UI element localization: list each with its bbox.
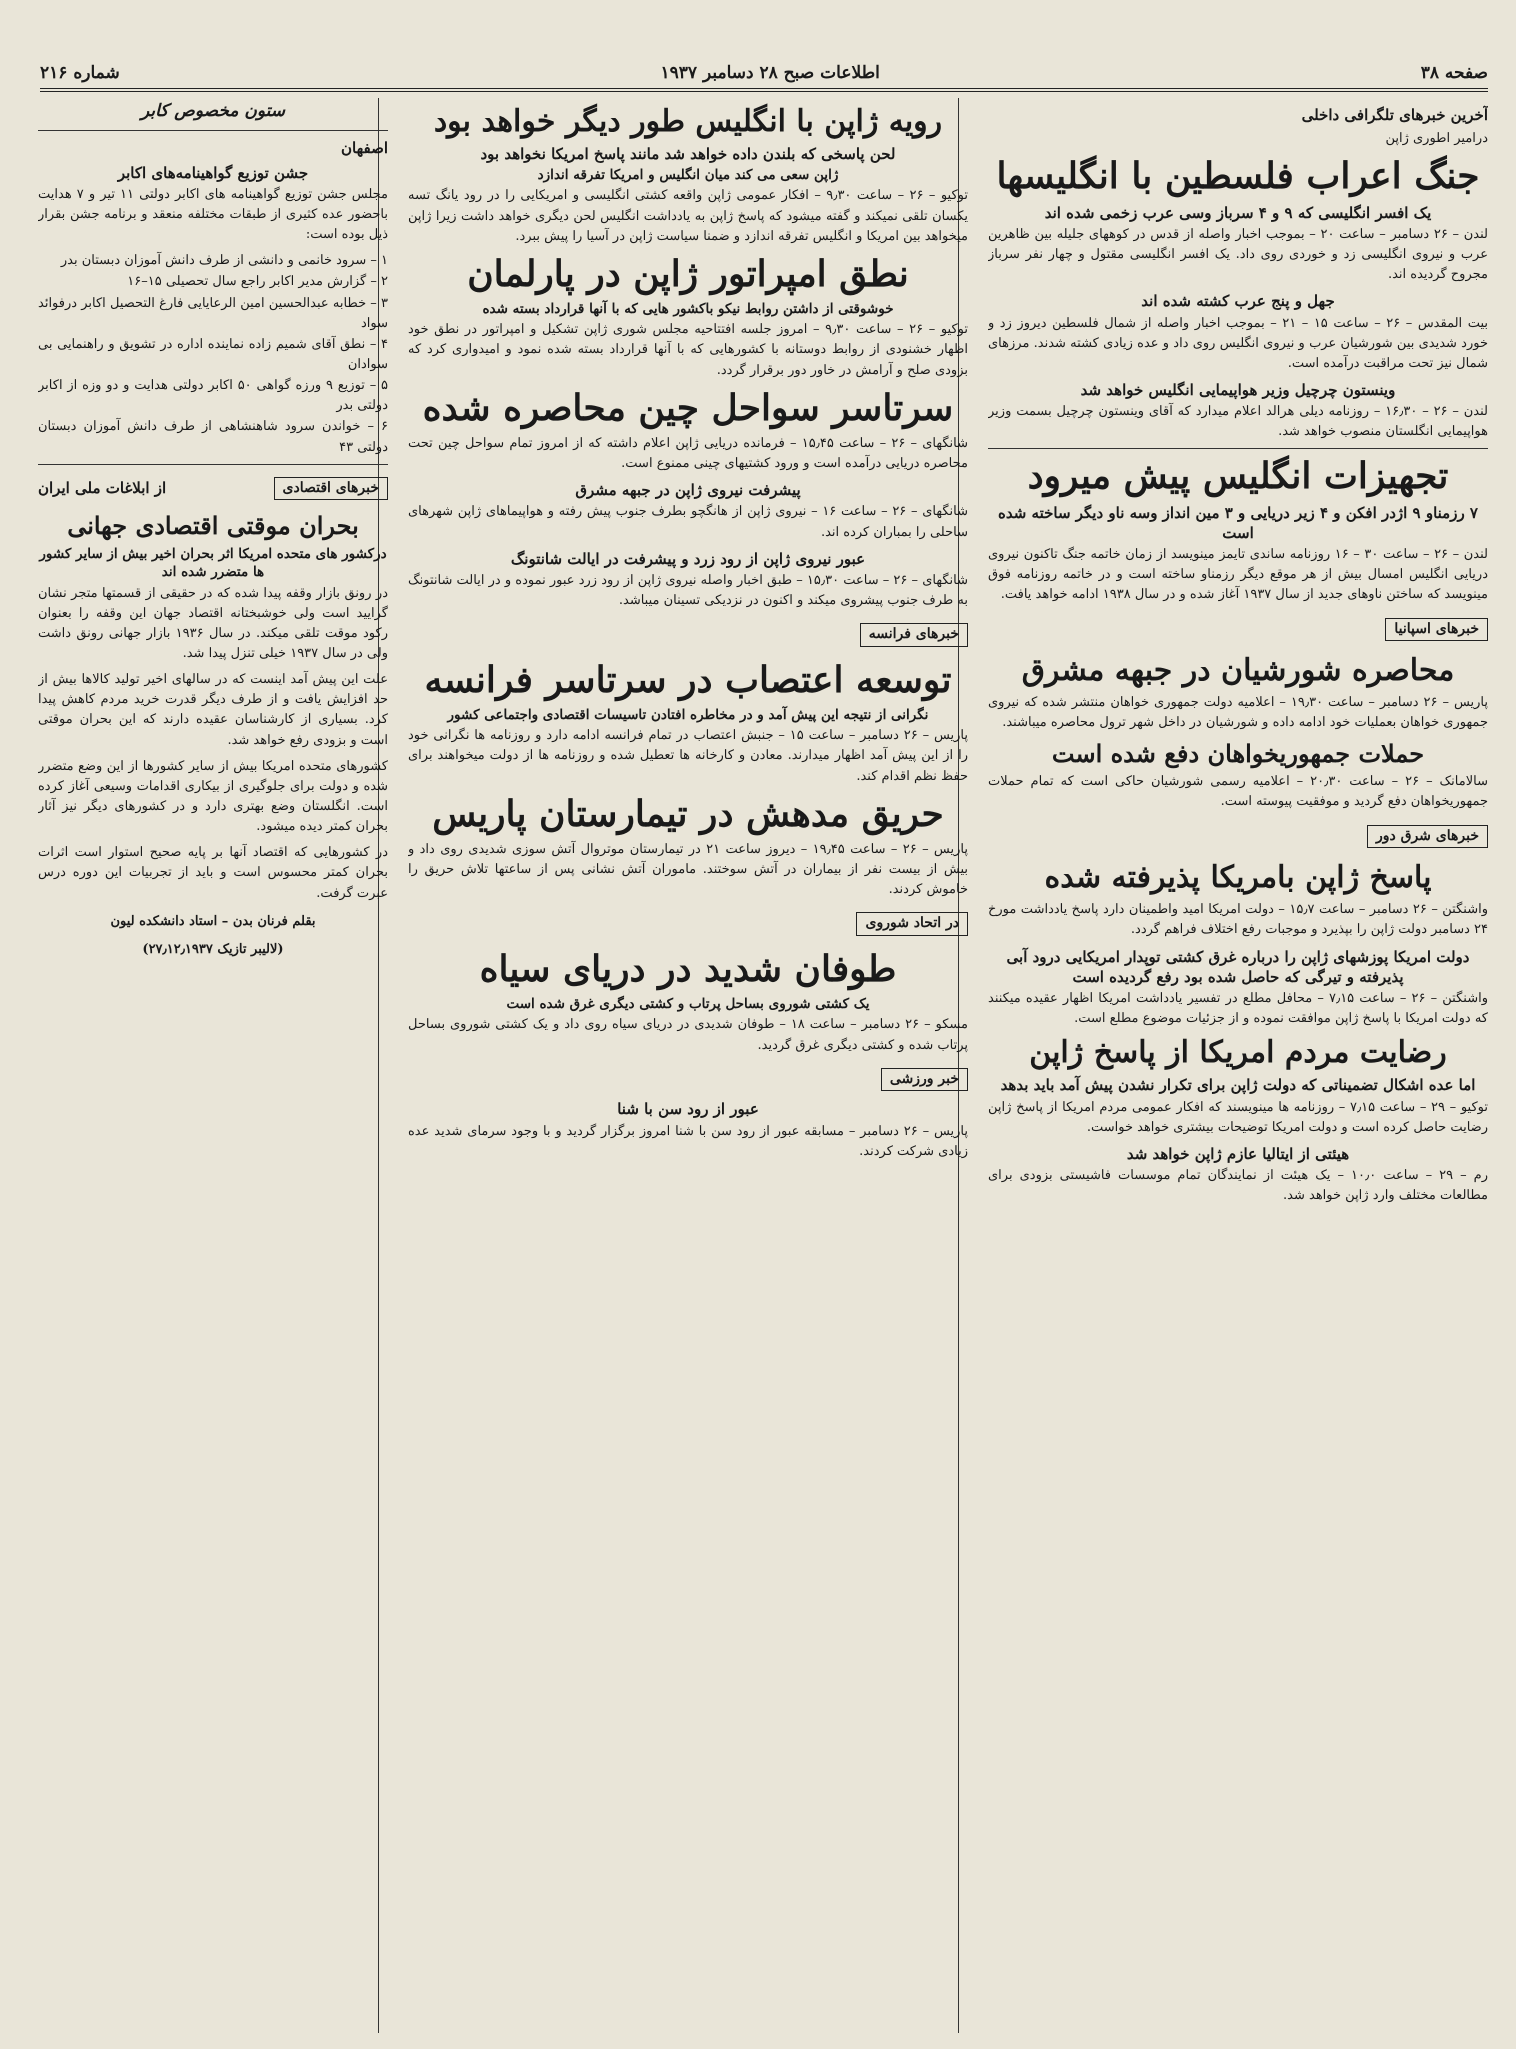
list-item: ۱ – سرود خانمی و دانشی از طرف دانش آموزان دبستان بدر: [60, 253, 388, 269]
headline-japan-england: رویه ژاپن با انگلیس طور دیگر خواهد بود: [433, 104, 943, 139]
subheadline: یک کشتی شوروی بساحل پرتاب و کشتی دیگری غرق شده است: [506, 996, 870, 1013]
section-label-spain: خبرهای اسپانیا: [1385, 618, 1488, 642]
article-text: توکیو – ۲۶ – ساعت ۹٫۳۰ – امروز جلسه افتتاحیه مجلس شوری ژاپن تشکیل و امپراتور در نطق خود اظهار خشنودی از روابط دوستانه با کشورهایی که با آنها قرارداد بسته شده نمود و امیدواری کرد که بزودی صلح و آرامش در خاور دور برقرار گردد.: [408, 322, 968, 378]
headline-republicans: حملات جمهوریخواهان دفع شده است: [1051, 738, 1425, 768]
article-text: واشنگتن – ۲۶ دسامبر – ساعت ۱۵٫۷ – دولت امریکا امید واطمینان دارد پاسخ یادداشت مورخ ۲۴ دسامبر دولت ژاپن را بپذیرد و موجبات رفع اختلاف فراهم گردد.: [988, 902, 1488, 938]
issue-date: اطلاعات صبح ۲۸ دسامبر ۱۹۳۷: [660, 63, 880, 83]
subheadline: عبور از رود سن با شنا: [617, 1100, 759, 1119]
list-item: ۳ – خطابه عبدالحسین امین الرعایایی فارغ التحصیل اکابر درفوائد سواد: [38, 295, 388, 331]
divider: [988, 448, 1488, 449]
article-text: پاریس – ۲۶ دسامبر – ساعت ۱۵ – جنبش اعتصاب در تمام فرانسه ادامه دارد و روزنامه ها نگرانی خود را از این پیش آمد اظهار میدارند. معادن و کارخانه ها تعطیل شده و روزنامه ها از دولت میخواهند برای حفظ نظم اقدام کند.: [408, 728, 968, 784]
article-text: لندن – ۲۶ – ساعت ۳۰ – ۱۶ روزنامه ساندی تایمز مینویسد از زمان خاتمه جنگ تاکنون نیروی دریایی انگلیس امسال بیش از هر موقع دیگر رزمناو ساخته است و در خاتمه روزنامه فوق مینویسد که ساختن ناوهای جدید از سال ۱۹۳۷ آغاز شده و در سال ۱۹۳۸ ادامه خواهد یافت.: [988, 547, 1488, 603]
article-text: شانگهای – ۲۶ – ساعت ۱۵٫۳۰ – طبق اخبار واصله نیروی ژاپن از رود زرد عبور نموده و در ایالت شانتونگ به طرف جنوب پیشروی میکند و اکنون در نزدیکی تسینان میباشد.: [408, 572, 968, 609]
section-label-ussr: در اتحاد شوروی: [856, 912, 968, 936]
headline-paris-fire: حریق مدهش در تیمارستان پاریس: [432, 792, 944, 835]
source-line: (لالیبر تازیک ۲۷٫۱۲٫۱۹۳۷): [142, 941, 284, 957]
article-text: سالامانک – ۲۶ – ساعت ۲۰٫۳۰ – اعلامیه رسمی شورشیان حاکی است که تمام حملات جمهوریخواهان دفع گردید و موفقیت پیوسته است.: [988, 774, 1488, 810]
subheadline: نگرانی از نتیجه این پیش آمد و در مخاطره افتادن تاسیسات اقتصادی واجتماعی کشور: [447, 707, 929, 724]
headline-black-sea-storm: طوفان شدید در دریای سیاه: [479, 948, 897, 991]
article-text: لندن – ۲۶ دسامبر – ساعت ۲۰ – بموجب اخبار واصله از قدس در کوههای جلیله بین ظاهرین عرب و نیروی انگلیسی زد و خوردی روی داد. یک افسر انگلیسی مقتول و چهار نفر سرباز مجروح گردیده اند.: [988, 226, 1488, 283]
article-text: شانگهای – ۲۶ – ساعت ۱۵٫۴۵ – فرمانده دریایی ژاپن اعلام داشته که از امروز تمام سواحل چین تحت محاصره دریایی درآمده است و ورود کشتیهای چینی ممنوع است.: [408, 435, 968, 472]
subheadline: درکشور های متحده امریکا اثر بحران اخیر بیش از سایر کشور ها متضرر شده اند: [39, 546, 387, 581]
top-note: آخرین خبرهای تلگرافی داخلی: [1301, 106, 1488, 124]
section-label-sport: خبر ورزشی: [881, 1068, 968, 1092]
subheadline: هیئتی از ایتالیا عازم ژاپن خواهد شد: [1126, 1144, 1350, 1163]
subheadline: عبور نیروی ژاپن از رود زرد و پیشرفت در ایالت شانتونگ: [510, 549, 866, 568]
list-item: ۶ – خواندن سرود شاهنشاهی از طرف دانش آموزان دبستان دولتی ۴۳: [38, 419, 388, 455]
subheadline: پیشرفت نیروی ژاپن در جبهه مشرق: [575, 481, 801, 500]
city-name: اصفهان: [341, 139, 388, 158]
right-column: [988, 98, 1488, 2033]
article-text: توکیو – ۲۶ – ساعت ۹٫۳۰ – افکار عمومی ژاپن واقعه کشتی انگلیسی و امریکایی را در رود یانگ تسه یکسان تلقی نمیکند و گفته میشود که پاسخ ژاپن به یادداشت انگلیس لحن دیگری خواهد داشت زیرا ژاپن میخواهد بین امریکا و انگلیس تفرقه اندازد و ضمنا سیاست ژاپن در آسیا را پیش ببرد.: [408, 188, 968, 244]
headline-england-armament: تجهیزات انگلیس پیش میرود: [1027, 455, 1449, 498]
issue-number: شماره ۲۱۶: [40, 63, 120, 83]
article-text: رم – ۲۹ – ساعت ۱۰٫۰ – یک هیئت از نمایندگان تمام موسسات فاشیستی بزودی برای مطالعات مختلف وارد ژاپن خواهد شد.: [988, 1168, 1488, 1204]
left-column: [38, 98, 388, 2033]
author-byline: بقلم فرنان بدن – استاد دانشکده لیون: [110, 913, 316, 929]
headline-palestine: جنگ اعراب فلسطین با انگلیسها: [996, 155, 1480, 198]
article-text: لندن – ۲۶ – ۱۶٫۳۰ – روزنامه دیلی هرالد اعلام میدارد که آقای وینستون چرچیل بسمت وزیر هواپیمایی انگلستان منصوب خواهد شد.: [988, 404, 1488, 440]
section-label-economy: خبرهای اقتصادی: [274, 477, 389, 501]
subheadline: دولت امریکا پوزشهای ژاپن را درباره غرق کشتی توپدار امریکایی درود آبی پذیرفته و تیرگی که حاصل شده بود رفع گردیده است: [1006, 947, 1470, 986]
subheadline: یک افسر انگلیسی که ۹ و ۴ سرباز وسی عرب زخمی شده اند: [1044, 203, 1432, 222]
headline-emperor-speech: نطق امپراتور ژاپن در پارلمان: [467, 252, 909, 295]
article-text: توکیو – ۲۹ – ساعت ۷٫۱۵ – روزنامه ها مینویسند که افکار عمومی مردم امریکا از پاسخ ژاپن رضایت حاصل کرده است و دولت امریکا توضیحات بیشتری خواهد خواست.: [988, 1099, 1488, 1135]
article-text: در کشورهایی که اقتصاد آنها بر پایه صحیح استوار است اثرات بحران کمتر محسوس است و باید از تجربیات این دوره درس عبرت گرفت.: [38, 845, 388, 901]
headline-american-satisfaction: رضایت مردم امریکا از پاسخ ژاپن: [1029, 1035, 1447, 1071]
article-text: مجلس جشن توزیع گواهینامه های اکابر دولتی ۱۱ تیر و ۷ هدایت باحضور عده کثیری از طبقات مختلفه منعقد و برنامه جشن بقرار ذیل بوده است:: [38, 186, 388, 243]
column-header: ستون مخصوص کابر: [140, 101, 286, 121]
subheadline: ژاپن سعی می کند میان انگلیس و امریکا تفرقه اندازد: [537, 167, 839, 184]
headline-france-strike: توسعه اعتصاب در سرتاسر فرانسه: [424, 658, 952, 701]
divider: [38, 130, 388, 131]
article-text: علت این پیش آمد اینست که در سالهای اخیر تولید کالاها بیش از حد افزایش یافت و از طرف دیگر قدرت خرید مردم کاهش پیدا کرد. بسیاری از کارشناسان عقیده دارند که این بحران موقتی است و بزودی رفع خواهد شد.: [38, 672, 388, 748]
subheadline: اما عده اشکال تضمیناتی که دولت ژاپن برای تکرار نشدن پیش آمد باید بدهد: [1000, 1076, 1476, 1095]
article-text: پاریس – ۲۶ – ساعت ۱۹٫۴۵ – دیروز ساعت ۲۱ در تیمارستان موتروال آتش سوزی شدیدی روی داد و بیش از بیست نفر از بیماران در آتش سوختند. ماموران آتش نشانی پس از ساعتها تلاش حریق را خاموش کردند.: [408, 841, 968, 898]
article-text: مسکو – ۲۶ دسامبر – ساعت ۱۸ – طوفان شدیدی در دریای سیاه روی داد و یک کشتی شوروی بساحل پرتاب شده و کشتی دیگری غرق گردید.: [408, 1017, 968, 1053]
subheadline: وینستون چرچیل وزیر هواپیمایی انگلیس خواهد شد: [1080, 380, 1396, 399]
article-text: کشورهای متحده امریکا بیش از سایر کشورها از این وضع متضرر شده و دولت برای جلوگیری از بیکاری اقدامات وسیعی آغاز کرده است. انگلستان وضع بهتری دارد و در کشورهای دیگر نیز آثار بحران کمتر دیده میشود.: [38, 758, 388, 835]
article-text: در رونق بازار وقفه پیدا شده که در حقیقی از قسمتها متجر نشان گرایید است ولی خوشبختانه اقتصاد جهان این وقفه را بعنوان رکود موقت تلقی میکند. در سال ۱۹۳۶ بازار جهانی رونق داشت ولی در سال ۱۹۳۷ خیلی تنزل پیدا شد.: [38, 585, 388, 662]
article-text: واشنگتن – ۲۶ – ساعت ۷٫۱۵ – محافل مطلع در تفسیر یادداشت امریکا اظهار عقیده میکنند که دولت امریکا با پاسخ ژاپن موافقت نموده و از جزئیات موضوع مطلع است.: [988, 991, 1488, 1027]
article-text: شانگهای – ۲۶ – ساعت ۱۶ – نیروی ژاپن از هانگچو بطرف جنوب پیش رفته و هواپیماهای ژاپن شهرهای ساحلی را بمباران کرده اند.: [408, 504, 968, 540]
list-item: ۲ – گزارش مدیر اکابر راجع سال تحصیلی ۱۵–۱۶: [127, 274, 388, 290]
divider: [38, 464, 388, 465]
headline-china-blockade: سرتاسر سواحل چین محاصره شده: [422, 386, 954, 429]
article-text: بیت المقدس – ۲۶ – ساعت ۱۵ – ۲۱ – بموجب اخبار واصله از شمال فلسطین دیروز زد و خورد شدیدی بین شورشیان عرب و نیروی انگلیس روی داد و عده زیادی کشته شدند. مرزهای شمال نیز تحت مراقبت درآمده است.: [988, 315, 1488, 371]
article-text: پاریس – ۲۶ دسامبر – ساعت ۱۹٫۳۰ – اعلامیه دولت جمهوری خواهان منتشر شده که نیروی جمهوری خواهان بعملیات خود ادامه داده و شورشیان در داخل شهر ترول محاصره میباشند.: [988, 695, 1488, 731]
headline-japan-america: پاسخ ژاپن بامریکا پذیرفته شده: [1044, 860, 1432, 896]
headline-world-crisis: بحران موقتی اقتصادی جهانی: [67, 511, 359, 541]
small-note: درامیر اطوری ژاپن: [1385, 131, 1488, 147]
subheadline: لحن پاسخی که بلندن داده خواهد شد مانند پاسخ امریکا نخواهد بود: [480, 145, 896, 163]
section-source: از ابلاغات ملی ایران: [38, 478, 167, 497]
section-label-far-east: خبرهای شرق دور: [1367, 825, 1488, 849]
subheadline: جشن توزیع گواهینامه‌های اکابر: [117, 163, 309, 182]
list-item: ۵ – توزیع ۹ ورزه گواهی ۵۰ اکابر دولتی هدایت و دو وزه از اکابر دولتی بدر: [38, 378, 388, 414]
article-text: پاریس – ۲۶ دسامبر – مسابقه عبور از رود سن با شنا امروز برگزار گردید و با وجود سرمای شدید عده زیادی شرکت کردند.: [408, 1123, 968, 1159]
middle-column: [408, 98, 968, 2033]
subheadline: خوشوقتی از داشتن روابط نیکو باکشور هایی که با آنها قرارداد بسته شده: [482, 301, 894, 318]
masthead: [40, 58, 1488, 92]
subheadline: ۷ رزمناو ۹ اژدر افکن و ۴ زیر دریایی و ۳ مین انداز وسه ناو دیگر ساخته شده است: [998, 503, 1478, 542]
section-labels: [38, 471, 388, 507]
page-number: صفحه ۳۸: [1420, 63, 1488, 83]
headline-spain: محاصره شورشیان در جبهه مشرق: [1021, 653, 1455, 689]
list-item: ۴ – نطق آقای شمیم زاده نماینده اداره در تشویق و راهنمایی بی سوادان: [38, 336, 388, 372]
section-label-france: خبرهای فرانسه: [860, 623, 968, 647]
subheadline: جهل و پنج عرب کشته شده اند: [1141, 292, 1335, 311]
